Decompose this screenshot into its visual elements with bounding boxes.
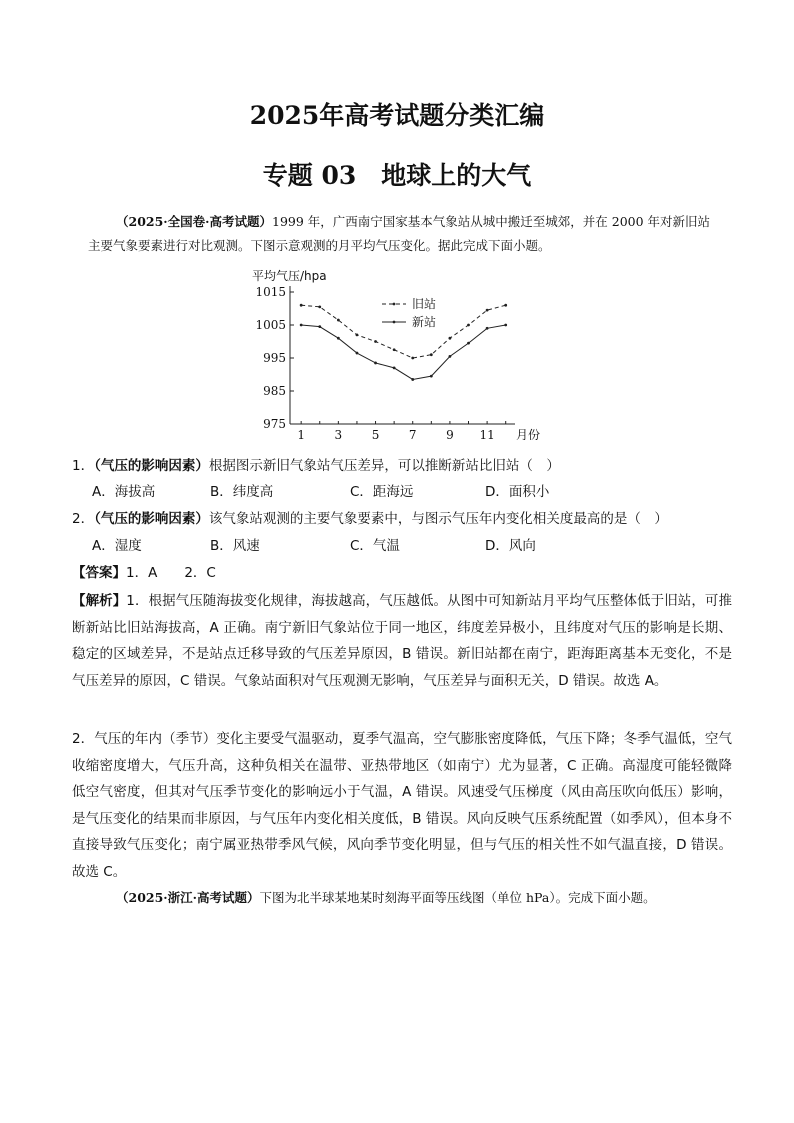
option-b: B．风速 xyxy=(210,538,260,554)
series-line-old-station xyxy=(301,305,506,358)
option-b: B．纬度高 xyxy=(210,484,274,500)
x-axis-label: 月份 xyxy=(516,428,541,442)
data-point xyxy=(374,362,377,365)
legend-marker xyxy=(393,321,396,324)
y-tick-label: 1005 xyxy=(255,318,286,332)
y-tick-label: 975 xyxy=(263,417,286,431)
question-number: 1． xyxy=(72,458,95,474)
topic-title: 专题 03 地球上的大气 xyxy=(262,161,532,190)
data-point xyxy=(337,319,340,322)
analysis-paragraph-2: 2．气压的年内（季节）变化主要受气温驱动，夏季气温高，空气膨胀密度降低，气压下降；冬季气温低，空气收缩密度增大，气压升高，这种负相关在温带、亚热带地区（如南宁）尤为显著，C 正确。高湿度可能轻微降低空气密度，但其对气压季节变化的影响远小于气温，A 错误。风速受气压梯度（风由高压吹向低压）影响，是气压变化的结果而非原因，与气压年内变化相关度低，B 错误。风向反映气压系统配置（如季风），但本身不直接导致气压变化；南宁属亚热带季风气候，风向季节变化明显，但与气压的相关性不如气温直接，D 错误。故选 C。 xyxy=(72,731,732,880)
analysis-paragraph-1 xyxy=(72,588,732,694)
x-tick-label: 5 xyxy=(371,428,380,442)
legend-marker xyxy=(393,303,396,306)
data-point xyxy=(300,324,303,327)
data-point xyxy=(504,304,507,307)
question-text: 根据图示新旧气象站气压差异，可以推断新站比旧站（ ） xyxy=(208,458,560,474)
x-tick-label: 9 xyxy=(446,428,454,442)
document-title: 2025年高考试题分类汇编 xyxy=(249,101,545,130)
question-intro xyxy=(88,210,716,258)
answer-text: 1．A 2．C xyxy=(126,565,216,581)
option-d: D．面积小 xyxy=(485,484,550,500)
option-c: C．距海远 xyxy=(350,484,414,500)
x-tick-label: 7 xyxy=(408,428,417,442)
source-tag: （2025·浙江·高考试题） xyxy=(116,890,260,905)
series-line-new-station xyxy=(301,325,506,379)
y-tick-label: 1015 xyxy=(255,285,286,299)
question-tag: （气压的影响因素） xyxy=(94,458,209,474)
data-point xyxy=(337,337,340,340)
data-point xyxy=(449,355,452,358)
option-a: A．湿度 xyxy=(92,538,142,554)
data-point xyxy=(356,352,359,355)
question-1 xyxy=(72,453,732,479)
data-point xyxy=(467,324,470,327)
data-point xyxy=(486,327,489,330)
analysis-label: 【解析】 xyxy=(72,593,127,609)
data-point xyxy=(300,304,303,307)
answer-label: 【答案】 xyxy=(72,565,126,581)
data-point xyxy=(356,334,359,337)
x-tick-label: 1 xyxy=(297,428,305,442)
option-d: D．风向 xyxy=(485,538,536,554)
analysis-text-1: 1．根据气压随海拔变化规律，海拔越高，气压越低。从图中可知新站月平均气压整体低于旧站，可推断新站比旧站海拔高，A 正确。南宁新旧气象站位于同一地区，纬度差异极小，且纬度对气压的影响是长期、稳定的区域差异，不是站点迁移导致的气压差异原因，B 错误。新旧站都在南宁，距海距离基本无变化，不是气压差异的原因，C 错误。气象站面积对气压观测无影响，气压差异与面积无关，D 错误。故选 A。 xyxy=(72,593,733,689)
intro-text: 1999 年，广西南宁国家基本气象站从城中搬迁至城郊，并在 2000 年对新旧站主要气象要素进行对比观测。下图示意观测的月平均气压变化。据此完成下面小题。 xyxy=(88,214,711,253)
data-point xyxy=(393,367,396,370)
source-tag: （2025·全国卷·高考试题） xyxy=(116,214,272,229)
option-a: A．海拔高 xyxy=(92,484,156,500)
data-point xyxy=(486,309,489,312)
y-axis-label: 平均气压/hpa xyxy=(252,269,327,283)
x-tick-label: 3 xyxy=(334,428,343,442)
data-point xyxy=(411,357,414,360)
intro-text: 下图为北半球某地某时刻海平面等压线图（单位 hPa）。完成下面小题。 xyxy=(259,890,656,905)
y-tick-label: 985 xyxy=(263,384,286,398)
legend-label: 旧站 xyxy=(412,297,437,311)
pressure-line-chart xyxy=(250,268,550,448)
data-point xyxy=(430,353,433,356)
data-point xyxy=(411,378,414,381)
question-text: 该气象站观测的主要气象要素中，与图示气压年内变化相关度最高的是（ ） xyxy=(208,511,668,527)
question-tag: （气压的影响因素） xyxy=(94,511,209,527)
answer-line xyxy=(72,560,732,586)
data-point xyxy=(467,342,470,345)
data-point xyxy=(393,348,396,351)
data-point xyxy=(430,375,433,378)
data-point xyxy=(318,305,321,308)
data-point xyxy=(374,340,377,343)
data-point xyxy=(449,337,452,340)
y-tick-label: 995 xyxy=(263,351,286,365)
data-point xyxy=(318,325,321,328)
legend-label: 新站 xyxy=(412,315,437,329)
question-2-options xyxy=(92,533,712,559)
question-number: 2． xyxy=(72,511,95,527)
question-1-options xyxy=(92,479,712,505)
data-point xyxy=(504,324,507,327)
x-tick-label: 11 xyxy=(479,428,495,442)
option-c: C．气温 xyxy=(350,538,400,554)
question-intro-2 xyxy=(88,886,716,910)
question-2 xyxy=(72,506,732,532)
